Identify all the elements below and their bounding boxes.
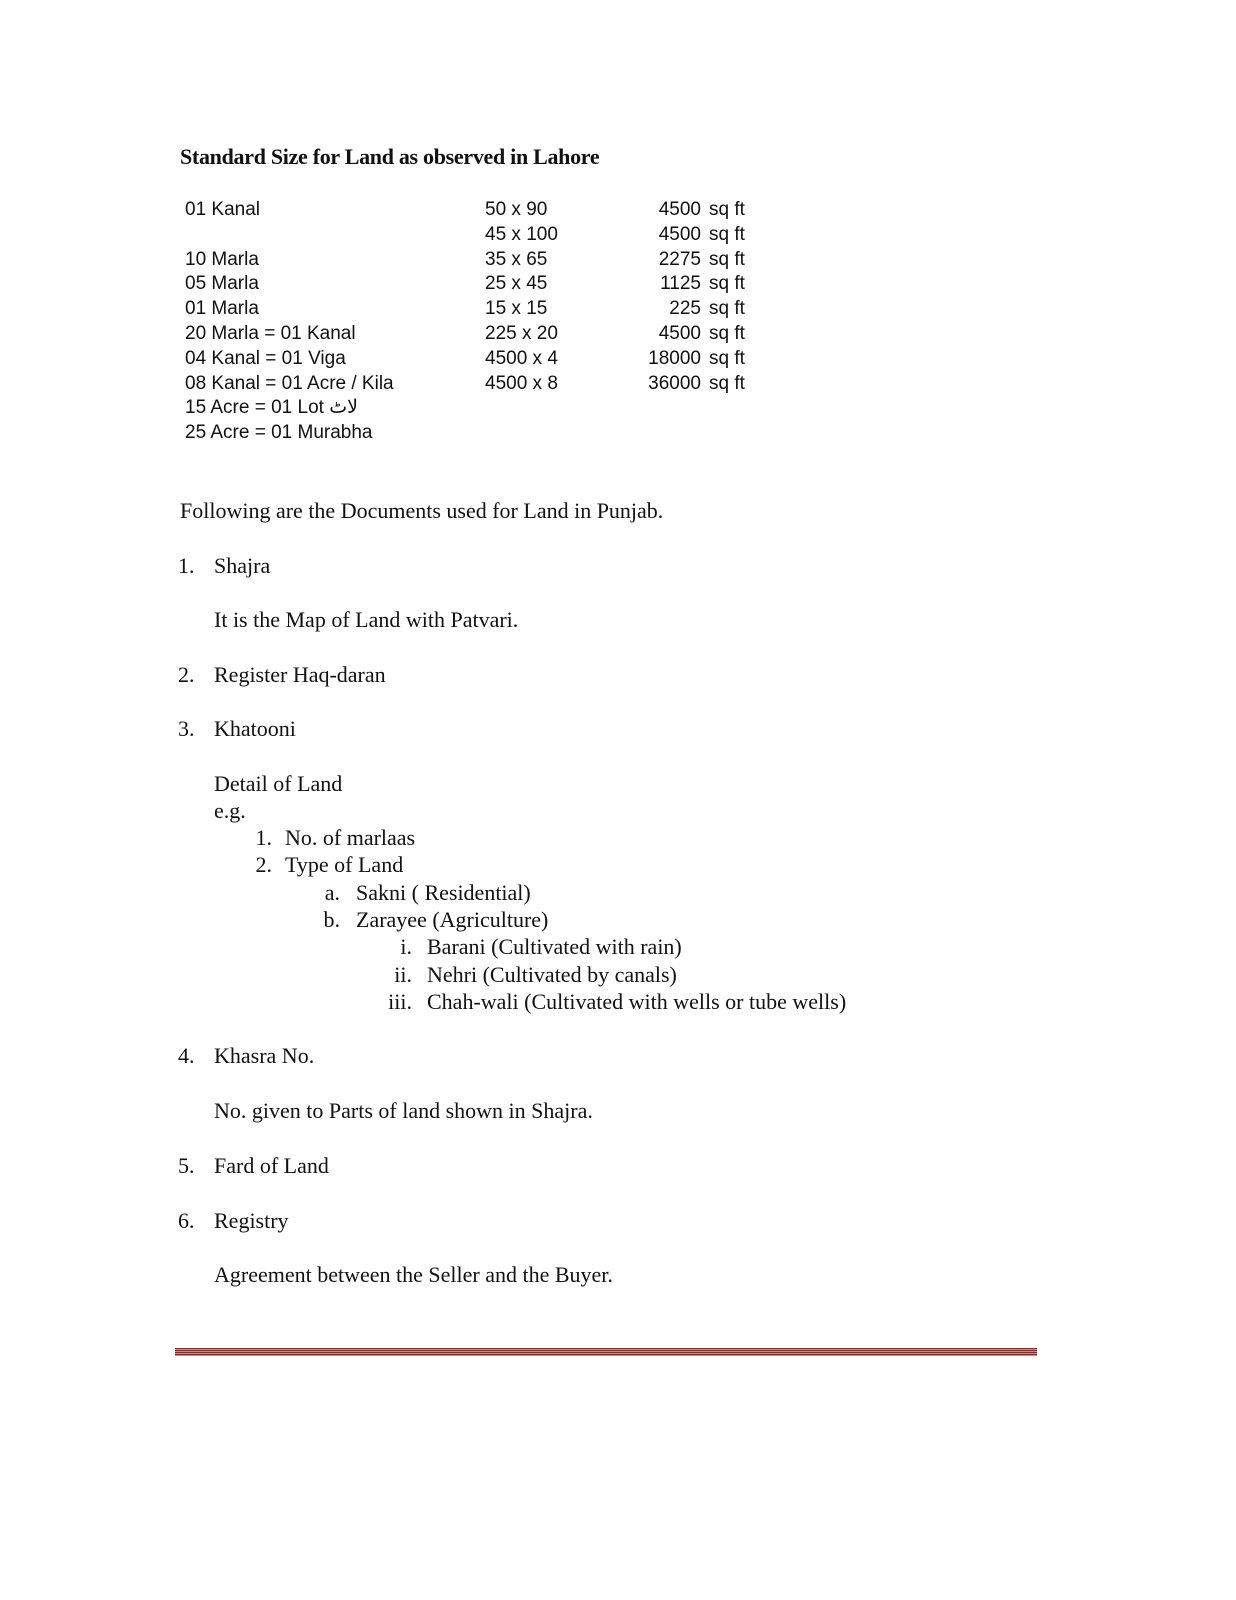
unit-label: 15 Acre = 01 Lot لاٹ — [185, 397, 358, 419]
area-value: 225 — [669, 298, 701, 320]
list-number: 2. — [178, 662, 195, 687]
area-unit: sq ft — [709, 273, 745, 295]
area-unit: sq ft — [709, 372, 745, 394]
unit-label: 20 Marla = 01 Kanal — [185, 322, 356, 344]
list-marker: ii. — [394, 962, 412, 987]
footer-divider — [175, 1348, 1037, 1356]
list-label: Sakni ( Residential) — [356, 880, 531, 905]
list-label: Shajra — [214, 553, 271, 578]
list-marker: iii. — [388, 989, 412, 1014]
area-unit: sq ft — [709, 322, 745, 344]
area-value: 4500 — [658, 199, 701, 220]
dimensions: 15 x 15 — [485, 298, 548, 320]
dimensions: 45 x 100 — [485, 223, 558, 245]
area-unit: sq ft — [709, 347, 745, 369]
list-number: 1. — [178, 553, 195, 578]
dimensions: 25 x 45 — [485, 273, 548, 295]
unit-label: 04 Kanal = 01 Viga — [185, 347, 346, 369]
list-number: 4. — [178, 1043, 195, 1068]
list-label: Nehri (Cultivated by canals) — [427, 962, 677, 987]
list-item-chah-wali — [380, 989, 846, 1015]
area-value: 2275 — [658, 248, 701, 270]
list-item-khasra-no — [178, 1043, 314, 1069]
area-unit: sq ft — [709, 298, 745, 320]
list-number: 6. — [178, 1208, 195, 1233]
list-label: Type of Land — [285, 852, 404, 877]
area-value: 1125 — [660, 273, 701, 295]
khatooni-description: Detail of Land — [214, 771, 343, 796]
list-label: Chah-wali (Cultivated with wells or tube wells) — [427, 989, 847, 1014]
registry-description: Agreement between the Seller and the Buyer. — [214, 1262, 613, 1287]
unit-label: 10 Marla — [185, 248, 259, 270]
table-row — [185, 372, 745, 397]
list-label: Zarayee (Agriculture) — [356, 907, 549, 932]
unit-label: 08 Kanal = 01 Acre / Kila — [185, 372, 394, 394]
example-label: e.g. — [214, 798, 246, 823]
list-item-zarayee — [316, 907, 548, 933]
list-label: Khasra No. — [214, 1043, 315, 1068]
dimensions: 4500 x 4 — [485, 347, 558, 369]
list-item-no-of-marlaas — [244, 825, 415, 851]
unit-label: 01 Marla — [185, 298, 259, 320]
page-title: Standard Size for Land as observed in Lahore — [180, 144, 600, 169]
list-label: Fard of Land — [214, 1153, 329, 1178]
list-marker: a. — [324, 880, 340, 905]
list-label: Barani (Cultivated with rain) — [427, 934, 682, 959]
list-item-barani — [380, 934, 682, 960]
area-unit: sq ft — [709, 199, 745, 220]
table-row — [185, 272, 745, 297]
area-unit: sq ft — [709, 248, 745, 270]
area-value: 4500 — [658, 322, 701, 344]
table-row — [185, 396, 745, 421]
intro-text: Following are the Documents used for Land in Punjab. — [180, 498, 664, 523]
list-item-register-haq-daran — [178, 662, 386, 688]
table-row — [185, 322, 745, 347]
list-number: 1. — [255, 825, 272, 850]
list-number: 5. — [178, 1153, 195, 1178]
list-item-fard-of-land — [178, 1153, 329, 1179]
list-number: 2. — [255, 852, 272, 877]
unit-label: 05 Marla — [185, 273, 259, 295]
list-item-shajra — [178, 553, 270, 579]
list-marker: b. — [323, 907, 340, 932]
dimensions: 225 x 20 — [485, 322, 558, 344]
table-row — [185, 297, 745, 322]
table-row — [185, 421, 745, 446]
shajra-description: It is the Map of Land with Patvari. — [214, 607, 519, 632]
list-item-khatooni — [178, 716, 296, 742]
area-value: 36000 — [648, 372, 701, 394]
list-label: Khatooni — [214, 716, 296, 741]
dimensions: 50 x 90 — [485, 199, 548, 220]
list-label: Registry — [214, 1208, 289, 1233]
area-value: 4500 — [658, 223, 701, 245]
table-row — [185, 347, 745, 372]
list-number: 3. — [178, 716, 195, 741]
area-value: 18000 — [648, 347, 701, 369]
table-row — [185, 198, 745, 223]
table-row — [185, 248, 745, 273]
area-unit: sq ft — [709, 223, 745, 245]
dimensions: 4500 x 8 — [485, 372, 558, 394]
list-item-sakni — [316, 880, 531, 906]
list-item-type-of-land — [244, 852, 403, 878]
dimensions: 35 x 65 — [485, 248, 548, 270]
khasra-description: No. given to Parts of land shown in Shajra. — [214, 1098, 593, 1123]
table-row — [185, 223, 745, 248]
list-marker: i. — [400, 934, 412, 959]
list-item-registry — [178, 1208, 289, 1234]
land-size-table — [185, 198, 745, 446]
list-label: Register Haq-daran — [214, 662, 386, 687]
list-label: No. of marlaas — [285, 825, 416, 850]
list-item-nehri — [380, 962, 677, 988]
unit-label: 25 Acre = 01 Murabha — [185, 422, 373, 444]
unit-label: 01 Kanal — [185, 199, 261, 220]
